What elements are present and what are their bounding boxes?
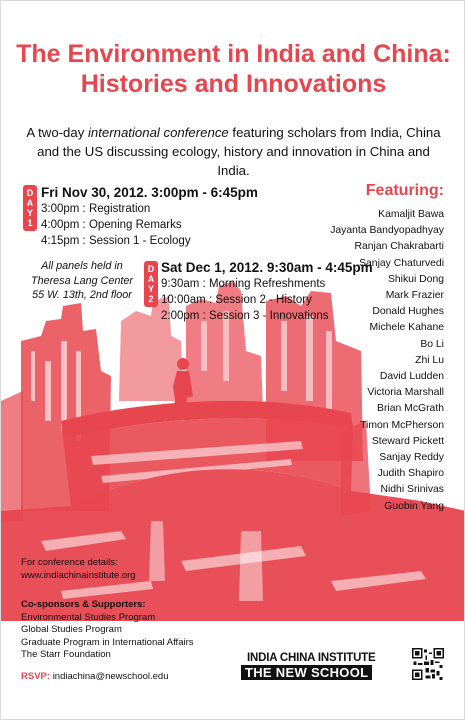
conference-title-line-2: Histories and Innovations (80, 70, 387, 98)
schedule-item: 9:30am : Morning Refreshments (161, 278, 326, 290)
speaker-name: Bo Li (420, 338, 444, 350)
website-link[interactable]: www.indiachinainstitute.org (21, 569, 136, 581)
schedule-item: 10:00am : Session 2 - History (161, 294, 312, 306)
qr-code-icon[interactable] (412, 648, 444, 680)
sponsors-heading: Co-sponsors & Supporters: (21, 599, 146, 610)
day1-badge: D A Y 1 (23, 185, 37, 231)
schedule-item: 4:00pm : Opening Remarks (41, 219, 182, 231)
speaker-name: Sanjay Reddy (379, 452, 444, 464)
intro-line-2: and the US discussing ecology, history and innovation in China and India. (37, 144, 430, 178)
speaker-name: Brian McGrath (377, 403, 444, 415)
speaker-name: Zhi Lu (415, 354, 444, 366)
speaker-name: David Ludden (379, 371, 444, 383)
venue-info: All panels held in Theresa Lang Center 55 W. 13th, 2nd floor (30, 260, 134, 301)
featuring-heading: Featuring: (365, 182, 444, 199)
intro-line-1: A two-day international conference featuring scholars from India, China (26, 125, 441, 140)
speaker-name: Judith Shapiro (377, 468, 444, 480)
day2-schedule (161, 276, 329, 324)
speaker-name: Michele Kahane (369, 322, 444, 334)
sponsor-item: Graduate Program in International Affairs (21, 636, 194, 648)
speaker-name: Sanjay Chaturvedi (359, 257, 444, 269)
sponsor-item: The Starr Foundation (21, 649, 111, 660)
new-school-logo: THE NEW SCHOOL (241, 665, 372, 680)
speaker-name: Steward Pickett (371, 435, 444, 447)
schedule-item: 2:00pm : Session 3 - Innovations (161, 310, 329, 322)
sponsors-block (21, 599, 194, 662)
day1-schedule (41, 201, 191, 249)
speaker-name: Nidhi Srinivas (380, 484, 444, 496)
speaker-name: Victoria Marshall (367, 387, 444, 399)
schedule-item: 3:00pm : Registration (41, 203, 151, 215)
speaker-name: Timon McPherson (360, 419, 444, 431)
india-china-institute-logo: INDIA CHINA INSTITUTE (247, 652, 376, 664)
schedule-item: 4:15pm : Session 1 - Ecology (41, 235, 191, 247)
sponsor-item: Environmental Studies Program (21, 611, 156, 623)
sponsor-item: Global Studies Program (21, 624, 122, 635)
speaker-name: Ranjan Chakrabarti (354, 241, 444, 253)
rsvp-line (21, 671, 169, 684)
speaker-name: Guobin Yang (384, 500, 444, 512)
speaker-name: Kamaljit Bawa (378, 209, 444, 220)
rsvp-email-link[interactable]: indiachina@newschool.edu (52, 671, 169, 682)
day2-badge: D A Y 2 (144, 261, 158, 307)
speaker-list (330, 207, 444, 515)
conference-details: For conference details: www.indiachinainstitute.org (21, 557, 136, 581)
speaker-name: Mark Frazier (385, 290, 444, 302)
speaker-name: Jayanta Bandyopadhyay (330, 225, 444, 237)
day2-heading: Sat Dec 1, 2012. 9:30am - 4:45pm (161, 260, 373, 275)
speaker-name: Donald Hughes (372, 306, 444, 318)
day1-heading: Fri Nov 30, 2012. 3:00pm - 6:45pm (41, 185, 258, 200)
conference-title-line-1: The Environment in India and China: (16, 40, 451, 68)
speaker-name: Shikui Dong (387, 273, 444, 285)
rsvp-label: RSVP: (21, 671, 51, 682)
